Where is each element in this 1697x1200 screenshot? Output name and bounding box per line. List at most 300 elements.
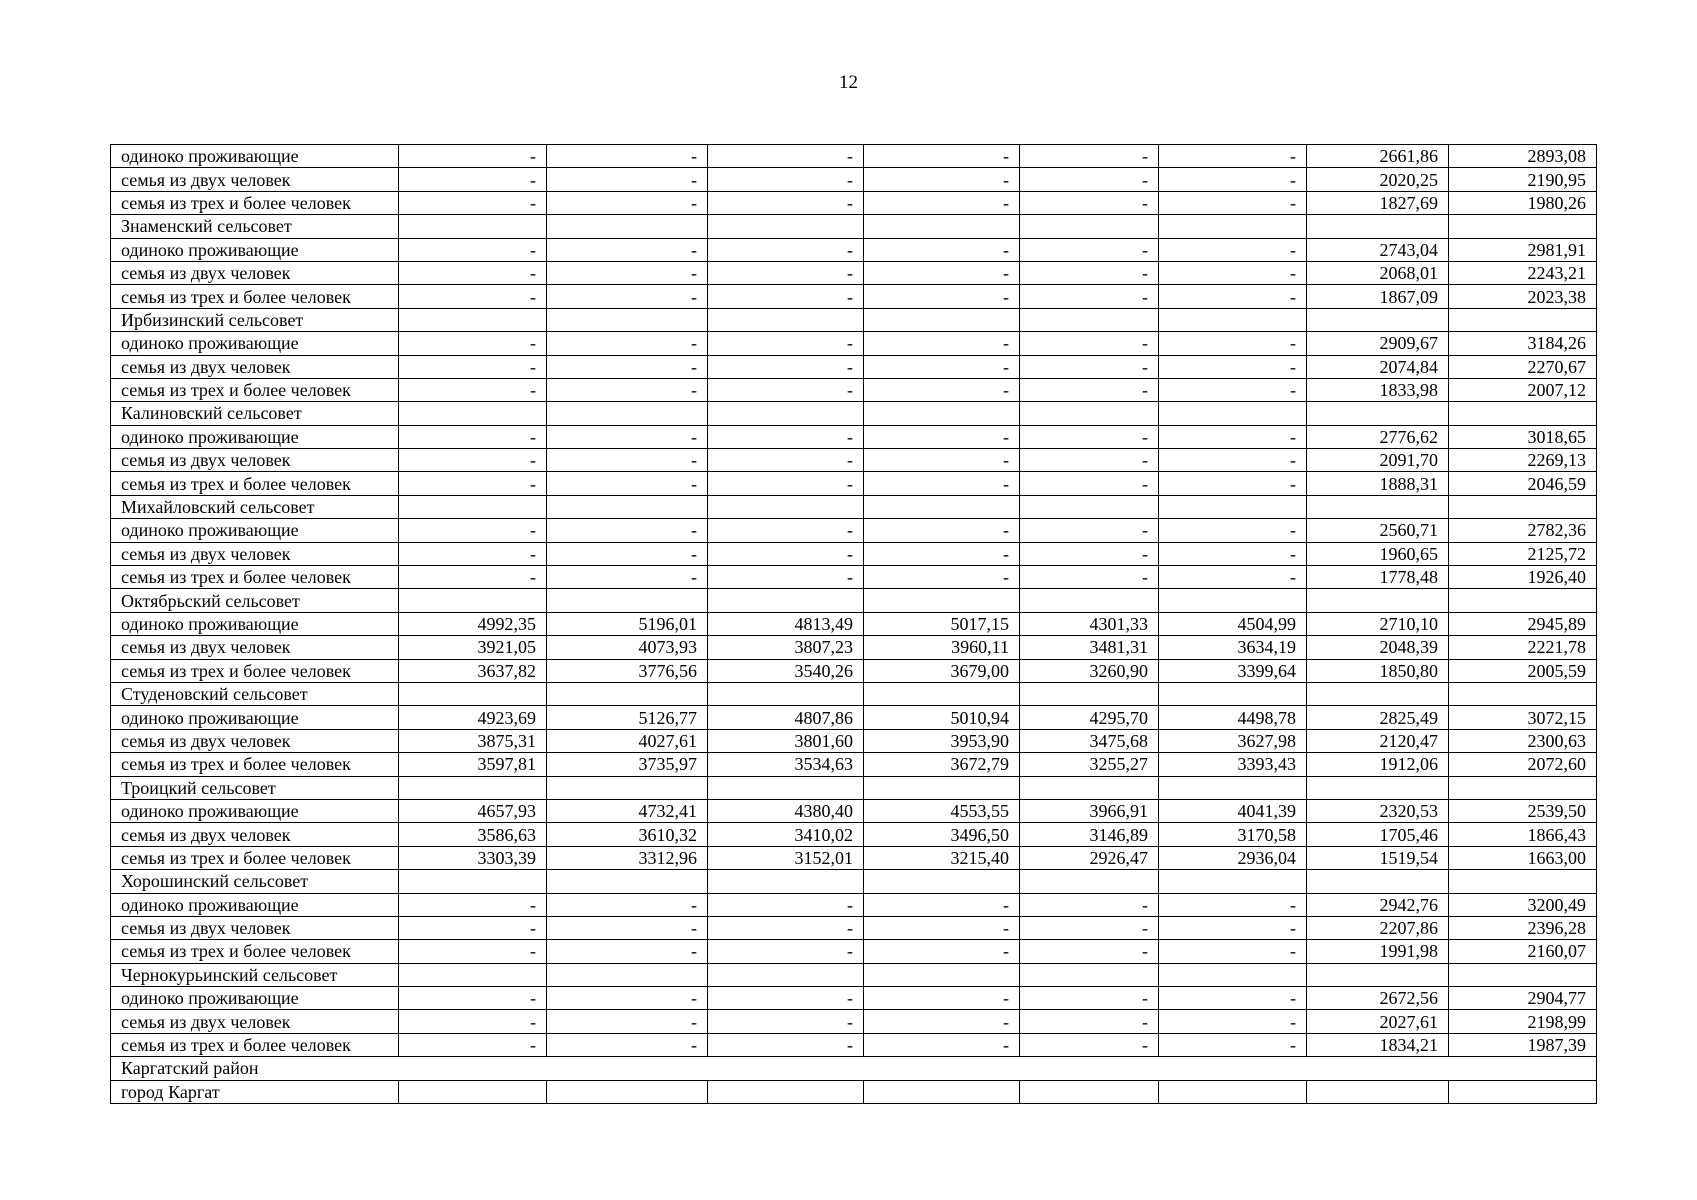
value-cell: 4380,40 — [708, 799, 864, 822]
value-cell — [1449, 495, 1597, 518]
value-cell: - — [399, 191, 547, 214]
value-cell: 2981,91 — [1449, 238, 1597, 261]
value-cell — [708, 776, 864, 799]
value-cell: 3184,26 — [1449, 332, 1597, 355]
value-cell — [1159, 495, 1307, 518]
value-cell — [708, 308, 864, 331]
value-cell: 3586,63 — [399, 823, 547, 846]
value-cell: 1867,09 — [1307, 285, 1449, 308]
row-label: семья из трех и более человек — [111, 378, 399, 401]
value-cell — [864, 963, 1020, 986]
value-cell: 5010,94 — [864, 706, 1020, 729]
value-cell: 2560,71 — [1307, 519, 1449, 542]
section-row — [111, 963, 1597, 986]
value-cell: - — [399, 425, 547, 448]
value-cell: 3496,50 — [864, 823, 1020, 846]
value-cell: - — [1020, 472, 1159, 495]
value-cell — [399, 682, 547, 705]
value-cell: 2825,49 — [1307, 706, 1449, 729]
value-cell: - — [708, 893, 864, 916]
value-cell: - — [864, 238, 1020, 261]
value-cell: 4301,33 — [1020, 612, 1159, 635]
value-cell — [547, 495, 708, 518]
value-cell: 1833,98 — [1307, 378, 1449, 401]
value-cell: 2005,59 — [1449, 659, 1597, 682]
value-cell: 3215,40 — [864, 846, 1020, 869]
value-cell: - — [547, 566, 708, 589]
value-cell: 1663,00 — [1449, 846, 1597, 869]
value-cell: 3018,65 — [1449, 425, 1597, 448]
value-cell: - — [399, 916, 547, 939]
value-cell — [1159, 776, 1307, 799]
value-cell — [1307, 495, 1449, 518]
row-label: семья из двух человек — [111, 355, 399, 378]
value-cell: - — [1159, 145, 1307, 168]
table-row — [111, 799, 1597, 822]
value-cell: 1912,06 — [1307, 753, 1449, 776]
value-cell: 3966,91 — [1020, 799, 1159, 822]
value-cell: - — [1020, 285, 1159, 308]
row-label: одиноко проживающие — [111, 799, 399, 822]
table-row — [111, 238, 1597, 261]
value-cell: 2023,38 — [1449, 285, 1597, 308]
row-label: семья из трех и более человек — [111, 1033, 399, 1056]
value-cell: - — [708, 355, 864, 378]
value-cell: - — [1020, 449, 1159, 472]
value-cell: - — [864, 191, 1020, 214]
value-cell: 4027,61 — [547, 729, 708, 752]
value-cell: 4807,86 — [708, 706, 864, 729]
value-cell: 3627,98 — [1159, 729, 1307, 752]
value-cell: 3597,81 — [399, 753, 547, 776]
table-row — [111, 261, 1597, 284]
value-cell: - — [1159, 916, 1307, 939]
value-cell: 2074,84 — [1307, 355, 1449, 378]
value-cell — [708, 963, 864, 986]
row-label: семья из двух человек — [111, 729, 399, 752]
value-cell: 3634,19 — [1159, 636, 1307, 659]
table-row — [111, 355, 1597, 378]
table-row — [111, 449, 1597, 472]
value-cell: - — [1159, 1010, 1307, 1033]
section-row — [111, 1057, 1597, 1080]
value-cell: - — [547, 355, 708, 378]
row-label: одиноко проживающие — [111, 332, 399, 355]
value-cell: 2936,04 — [1159, 846, 1307, 869]
value-cell: - — [864, 261, 1020, 284]
table-row — [111, 893, 1597, 916]
value-cell — [1449, 402, 1597, 425]
value-cell — [547, 215, 708, 238]
value-cell — [399, 402, 547, 425]
value-cell: - — [1159, 168, 1307, 191]
value-cell: 3481,31 — [1020, 636, 1159, 659]
value-cell — [1307, 870, 1449, 893]
value-cell: 1866,43 — [1449, 823, 1597, 846]
value-cell: 2396,28 — [1449, 916, 1597, 939]
value-cell: - — [708, 940, 864, 963]
value-cell: - — [1159, 355, 1307, 378]
value-cell: - — [547, 425, 708, 448]
value-cell — [399, 308, 547, 331]
section-row — [111, 589, 1597, 612]
value-cell: - — [547, 940, 708, 963]
table-row — [111, 636, 1597, 659]
value-cell: 4553,55 — [864, 799, 1020, 822]
value-cell — [547, 963, 708, 986]
value-cell: - — [399, 1033, 547, 1056]
value-cell: - — [399, 238, 547, 261]
value-cell: 2320,53 — [1307, 799, 1449, 822]
section-label: Октябрьский сельсовет — [111, 589, 399, 612]
value-cell: - — [1159, 332, 1307, 355]
value-cell: 1960,65 — [1307, 542, 1449, 565]
value-cell: 3475,68 — [1020, 729, 1159, 752]
value-cell — [1449, 682, 1597, 705]
value-cell — [399, 495, 547, 518]
table-body — [111, 145, 1597, 1104]
value-cell — [864, 402, 1020, 425]
value-cell — [1307, 1080, 1449, 1103]
value-cell — [1159, 870, 1307, 893]
value-cell: 3735,97 — [547, 753, 708, 776]
value-cell: 2300,63 — [1449, 729, 1597, 752]
value-cell: - — [1159, 378, 1307, 401]
value-cell: 3399,64 — [1159, 659, 1307, 682]
value-cell: 1888,31 — [1307, 472, 1449, 495]
value-cell: 3255,27 — [1020, 753, 1159, 776]
value-cell: 3637,82 — [399, 659, 547, 682]
value-cell: 3072,15 — [1449, 706, 1597, 729]
value-cell: 3953,90 — [864, 729, 1020, 752]
value-cell: - — [708, 145, 864, 168]
value-cell: - — [708, 472, 864, 495]
value-cell — [399, 963, 547, 986]
row-label: семья из трех и более человек — [111, 472, 399, 495]
value-cell: - — [547, 191, 708, 214]
value-cell: - — [864, 332, 1020, 355]
row-label: одиноко проживающие — [111, 238, 399, 261]
section-row — [111, 870, 1597, 893]
section-label: Троицкий сельсовет — [111, 776, 399, 799]
value-cell: 3875,31 — [399, 729, 547, 752]
value-cell: - — [708, 449, 864, 472]
value-cell: 4992,35 — [399, 612, 547, 635]
value-cell: 3921,05 — [399, 636, 547, 659]
table-row — [111, 378, 1597, 401]
value-cell: - — [399, 472, 547, 495]
value-cell: 4657,93 — [399, 799, 547, 822]
value-cell: - — [1020, 238, 1159, 261]
value-cell: 2020,25 — [1307, 168, 1449, 191]
row-label: семья из трех и более человек — [111, 659, 399, 682]
table-row — [111, 987, 1597, 1010]
table-row — [111, 753, 1597, 776]
row-label: одиноко проживающие — [111, 425, 399, 448]
data-table — [110, 144, 1597, 1104]
value-cell — [1449, 308, 1597, 331]
value-cell: - — [1159, 519, 1307, 542]
value-cell — [547, 682, 708, 705]
value-cell — [1307, 308, 1449, 331]
value-cell — [1020, 589, 1159, 612]
table-row — [111, 659, 1597, 682]
value-cell — [1020, 495, 1159, 518]
section-label: Чернокурьинский сельсовет — [111, 963, 399, 986]
row-label: семья из двух человек — [111, 1010, 399, 1033]
value-cell: - — [864, 168, 1020, 191]
value-cell — [1159, 308, 1307, 331]
value-cell: - — [708, 566, 864, 589]
value-cell — [1159, 682, 1307, 705]
row-label: одиноко проживающие — [111, 145, 399, 168]
value-cell: - — [547, 238, 708, 261]
table-row — [111, 706, 1597, 729]
value-cell — [1449, 215, 1597, 238]
value-cell: 3170,58 — [1159, 823, 1307, 846]
value-cell: - — [547, 1010, 708, 1033]
table-row — [111, 472, 1597, 495]
value-cell: - — [399, 566, 547, 589]
value-cell: 3801,60 — [708, 729, 864, 752]
value-cell — [708, 215, 864, 238]
value-cell: 1987,39 — [1449, 1033, 1597, 1056]
value-cell: 2710,10 — [1307, 612, 1449, 635]
value-cell: 2190,95 — [1449, 168, 1597, 191]
value-cell: - — [864, 425, 1020, 448]
section-label: Студеновский сельсовет — [111, 682, 399, 705]
section-row — [111, 308, 1597, 331]
value-cell: 4923,69 — [399, 706, 547, 729]
value-cell: 2539,50 — [1449, 799, 1597, 822]
value-cell: - — [399, 378, 547, 401]
row-label: семья из трех и более человек — [111, 846, 399, 869]
value-cell: 4813,49 — [708, 612, 864, 635]
value-cell: - — [1159, 425, 1307, 448]
value-cell: - — [399, 261, 547, 284]
value-cell — [864, 1080, 1020, 1103]
value-cell: 3312,96 — [547, 846, 708, 869]
value-cell: - — [864, 542, 1020, 565]
value-cell: - — [399, 987, 547, 1010]
row-label: одиноко проживающие — [111, 519, 399, 542]
value-cell: - — [1020, 191, 1159, 214]
value-cell: 2221,78 — [1449, 636, 1597, 659]
value-cell: - — [1020, 145, 1159, 168]
value-cell: 1705,46 — [1307, 823, 1449, 846]
value-cell: - — [547, 893, 708, 916]
value-cell: 2160,07 — [1449, 940, 1597, 963]
value-cell: - — [1020, 355, 1159, 378]
value-cell: 3960,11 — [864, 636, 1020, 659]
value-cell: - — [1159, 542, 1307, 565]
value-cell: 2672,56 — [1307, 987, 1449, 1010]
row-label: одиноко проживающие — [111, 987, 399, 1010]
section-row — [111, 1080, 1597, 1103]
value-cell: - — [1159, 940, 1307, 963]
value-cell: 4295,70 — [1020, 706, 1159, 729]
row-label: одиноко проживающие — [111, 893, 399, 916]
value-cell — [864, 589, 1020, 612]
value-cell: - — [864, 355, 1020, 378]
row-label: семья из трех и более человек — [111, 753, 399, 776]
table-row — [111, 846, 1597, 869]
table-row — [111, 519, 1597, 542]
table-row — [111, 940, 1597, 963]
value-cell — [1449, 589, 1597, 612]
value-cell — [1307, 682, 1449, 705]
value-cell: - — [864, 378, 1020, 401]
value-cell — [708, 495, 864, 518]
value-cell: 2942,76 — [1307, 893, 1449, 916]
value-cell: - — [1159, 893, 1307, 916]
row-label: семья из двух человек — [111, 168, 399, 191]
value-cell: 3303,39 — [399, 846, 547, 869]
section-label: Знаменский сельсовет — [111, 215, 399, 238]
row-label: семья из трех и более человек — [111, 285, 399, 308]
value-cell: - — [708, 1010, 864, 1033]
value-cell — [864, 776, 1020, 799]
value-cell: 1778,48 — [1307, 566, 1449, 589]
value-cell: - — [547, 332, 708, 355]
value-cell: - — [399, 332, 547, 355]
value-cell: - — [708, 261, 864, 284]
section-label: город Каргат — [111, 1080, 399, 1103]
value-cell: - — [1159, 191, 1307, 214]
value-cell — [1307, 589, 1449, 612]
value-cell — [399, 870, 547, 893]
value-cell: - — [399, 542, 547, 565]
value-cell — [1449, 776, 1597, 799]
section-label: Михайловский сельсовет — [111, 495, 399, 518]
value-cell: - — [864, 285, 1020, 308]
table-row — [111, 332, 1597, 355]
value-cell — [1159, 402, 1307, 425]
value-cell: 2945,89 — [1449, 612, 1597, 635]
value-cell: 3679,00 — [864, 659, 1020, 682]
value-cell: - — [864, 566, 1020, 589]
value-cell: - — [708, 238, 864, 261]
table-row — [111, 168, 1597, 191]
value-cell: - — [1020, 566, 1159, 589]
value-cell: 2198,99 — [1449, 1010, 1597, 1033]
section-label: Каргатский район — [111, 1057, 1597, 1080]
section-row — [111, 215, 1597, 238]
value-cell: - — [1020, 378, 1159, 401]
value-cell: 3393,43 — [1159, 753, 1307, 776]
section-label: Хорошинский сельсовет — [111, 870, 399, 893]
row-label: семья из двух человек — [111, 823, 399, 846]
value-cell: 2125,72 — [1449, 542, 1597, 565]
value-cell: 1926,40 — [1449, 566, 1597, 589]
value-cell: - — [708, 425, 864, 448]
value-cell: - — [1020, 425, 1159, 448]
table-row — [111, 823, 1597, 846]
value-cell: - — [1159, 566, 1307, 589]
value-cell — [1449, 963, 1597, 986]
value-cell — [1020, 308, 1159, 331]
value-cell: 5017,15 — [864, 612, 1020, 635]
value-cell — [547, 1080, 708, 1103]
value-cell: 4732,41 — [547, 799, 708, 822]
value-cell: - — [864, 916, 1020, 939]
value-cell: - — [547, 449, 708, 472]
value-cell: - — [547, 378, 708, 401]
value-cell — [864, 215, 1020, 238]
value-cell: - — [1159, 238, 1307, 261]
value-cell — [864, 682, 1020, 705]
value-cell: - — [399, 285, 547, 308]
value-cell — [1307, 963, 1449, 986]
value-cell: - — [547, 168, 708, 191]
value-cell: 2243,21 — [1449, 261, 1597, 284]
value-cell: 3410,02 — [708, 823, 864, 846]
value-cell: - — [547, 916, 708, 939]
value-cell: 1850,80 — [1307, 659, 1449, 682]
value-cell — [1307, 402, 1449, 425]
value-cell: - — [399, 519, 547, 542]
value-cell: - — [1020, 1033, 1159, 1056]
value-cell — [1449, 1080, 1597, 1103]
value-cell — [1020, 1080, 1159, 1103]
value-cell: 3807,23 — [708, 636, 864, 659]
value-cell — [708, 402, 864, 425]
value-cell: 2072,60 — [1449, 753, 1597, 776]
value-cell: - — [708, 916, 864, 939]
value-cell — [547, 589, 708, 612]
value-cell: - — [1159, 987, 1307, 1010]
value-cell: - — [864, 940, 1020, 963]
page-number: 12 — [839, 72, 858, 93]
value-cell — [547, 870, 708, 893]
value-cell — [708, 1080, 864, 1103]
value-cell: 4504,99 — [1159, 612, 1307, 635]
value-cell: 2269,13 — [1449, 449, 1597, 472]
table-row — [111, 1033, 1597, 1056]
row-label: семья из двух человек — [111, 261, 399, 284]
value-cell — [399, 589, 547, 612]
value-cell: - — [547, 472, 708, 495]
value-cell: 2926,47 — [1020, 846, 1159, 869]
value-cell: 2904,77 — [1449, 987, 1597, 1010]
value-cell — [399, 215, 547, 238]
value-cell — [864, 308, 1020, 331]
row-label: семья из трех и более человек — [111, 191, 399, 214]
value-cell: - — [1020, 332, 1159, 355]
value-cell — [864, 870, 1020, 893]
row-label: семья из трех и более человек — [111, 566, 399, 589]
value-cell — [864, 495, 1020, 518]
value-cell — [708, 589, 864, 612]
value-cell: - — [1020, 893, 1159, 916]
value-cell: 2661,86 — [1307, 145, 1449, 168]
value-cell: 3776,56 — [547, 659, 708, 682]
value-cell: - — [864, 472, 1020, 495]
value-cell: - — [547, 145, 708, 168]
value-cell: - — [864, 987, 1020, 1010]
value-cell — [1159, 215, 1307, 238]
value-cell — [1020, 402, 1159, 425]
value-cell: - — [708, 191, 864, 214]
value-cell — [1020, 776, 1159, 799]
value-cell — [1020, 963, 1159, 986]
value-cell: 2207,86 — [1307, 916, 1449, 939]
value-cell: - — [547, 987, 708, 1010]
table-row — [111, 1010, 1597, 1033]
value-cell: - — [399, 145, 547, 168]
table-row — [111, 191, 1597, 214]
value-cell: 2027,61 — [1307, 1010, 1449, 1033]
